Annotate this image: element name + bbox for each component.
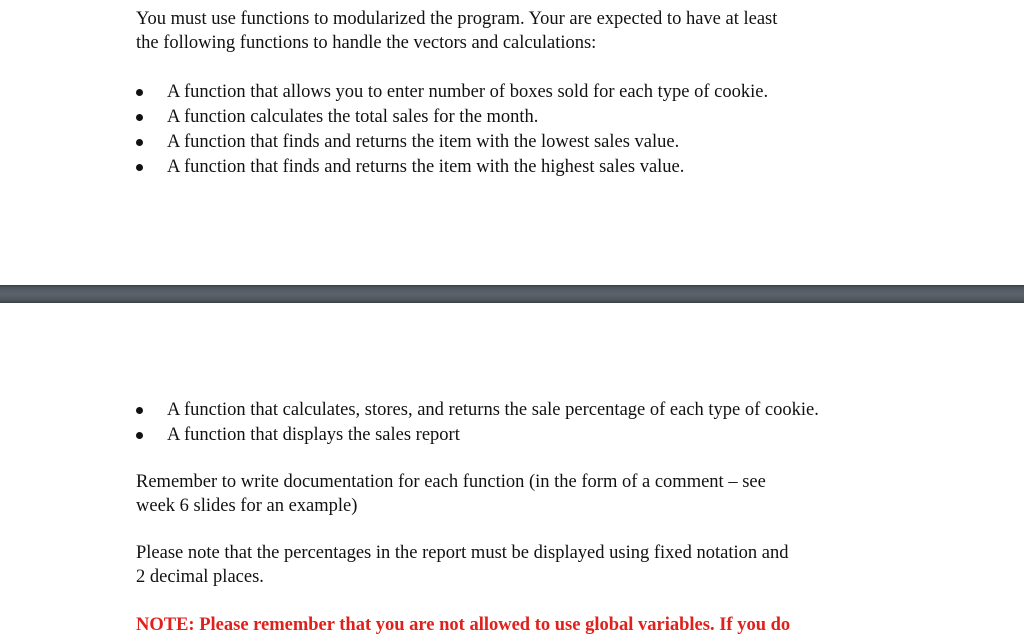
bullet-icon [136,164,143,171]
percentage-line-2: 2 decimal places. [136,567,264,587]
intro-line-1: You must use functions to modularized the program. Your are expected to have at least [136,9,778,29]
bullet-icon [136,407,143,414]
bullet-icon [136,139,143,146]
page-break-divider [0,285,1024,303]
percentage-line-1: Please note that the percentages in the report must be displayed using fixed notation and [136,543,789,563]
intro-line-2: the following functions to handle the vectors and calculations: [136,33,597,53]
global-variables-note: NOTE: Please remember that you are not allowed to use global variables. If you do [136,615,791,635]
bullet-icon [136,432,143,439]
document-page-top: You must use functions to modularized the program. Your are expected to have at least the following functions to handle the vectors and calculations: A function that allows you to enter number of boxes sold for each type of cookie. A function calculates the total sales for the month. A function that finds and returns the item with the lowest sales value. A function that finds and returns the item with the highest sales value. [0,0,1024,285]
documentation-line-1: Remember to write documentation for each function (in the form of a comment – see [136,472,766,492]
bullet-icon [136,89,143,96]
documentation-line-2: week 6 slides for an example) [136,496,358,516]
document-page-bottom: A function that calculates, stores, and returns the sale percentage of each type of cookie. A function that displays the sales report Remember to write documentation for each function (in the form of a comment – see week 6 slides for an example) Please note that the percentages in the report must be displayed using fixed notation and 2 decimal places. NOTE: Please remember that you are not allowed to use global variables. If you do [0,303,1024,641]
bullet-icon [136,114,143,121]
